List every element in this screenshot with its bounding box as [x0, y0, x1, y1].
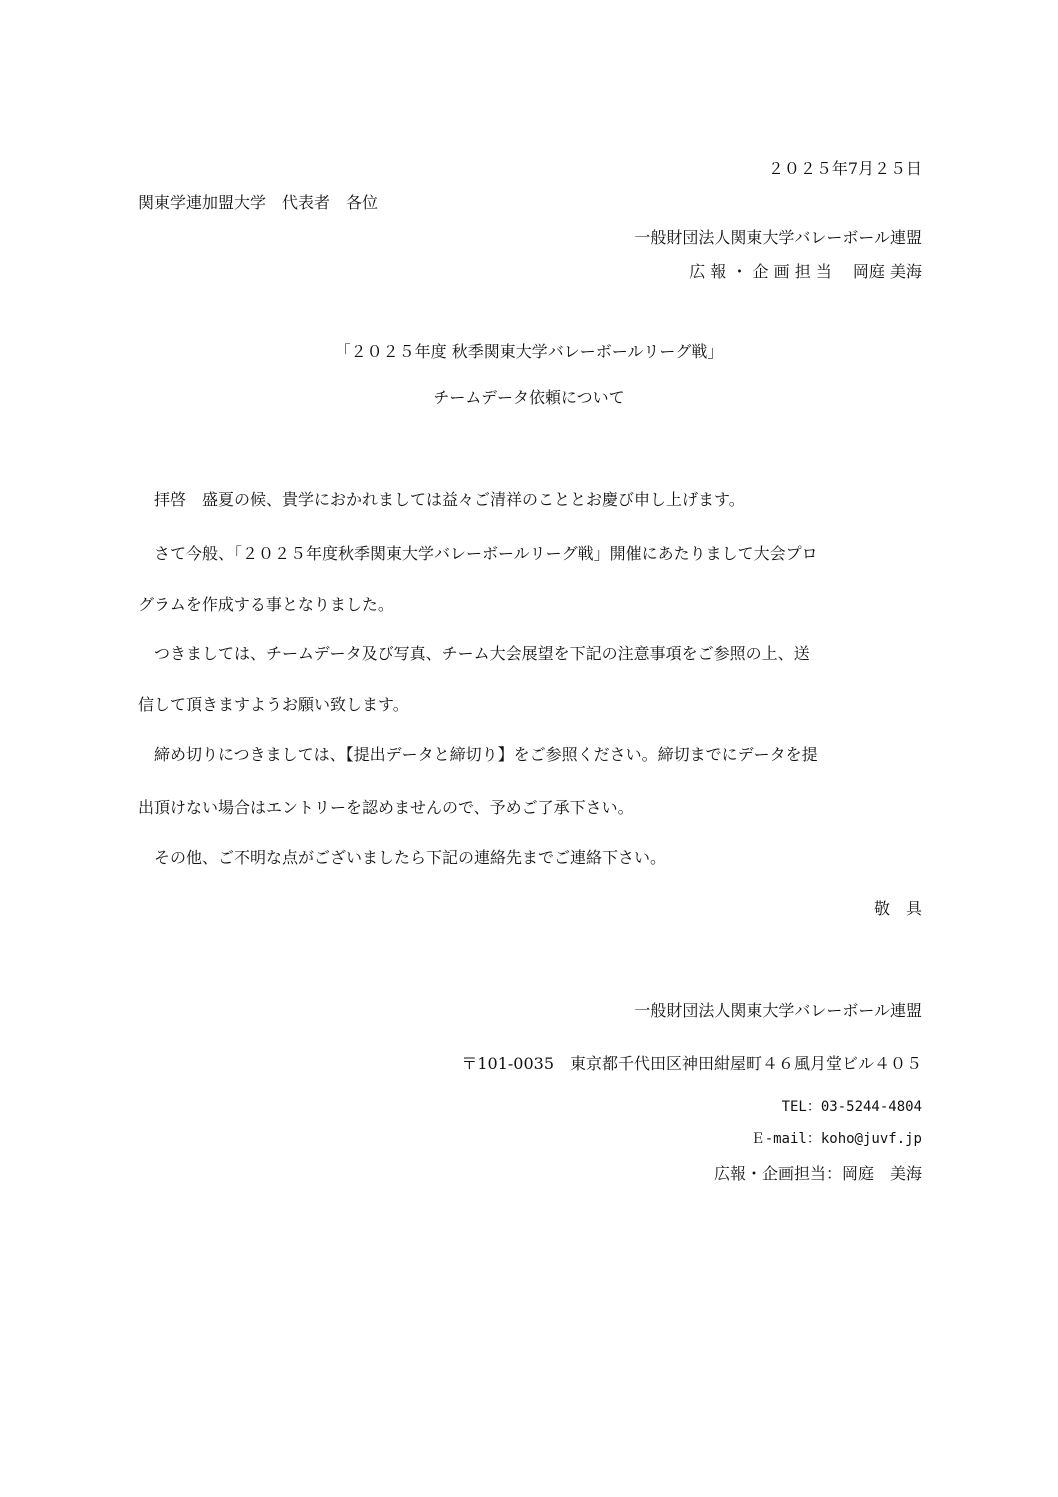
letter-date: ２０２５年7月２５日: [767, 159, 922, 178]
paragraph-contact-note: その他、ご不明な点がございましたら下記の連絡先までご連絡下さい。: [154, 848, 667, 867]
paragraph-request-line2: 信して頂きますようお願い致します。: [138, 695, 409, 714]
closing-remark: 敬 具: [873, 899, 922, 918]
contact-person: 広報・企画担当：岡庭 美海: [713, 1164, 922, 1183]
paragraph-announcement-line1: さて今般、「２０２５年度秋季関東大学バレーボールリーグ戦」開催にあたりまして大会プロ: [154, 544, 818, 563]
paragraph-deadline-line1: 締め切りにつきましては、【提出データと締切り】をご参照ください。締切までにデータを提: [154, 745, 818, 764]
recipient: 関東学連加盟大学 代表者 各位: [138, 193, 379, 212]
document-title: 「２０２５年度 秋季関東大学バレーボールリーグ戦」: [334, 342, 724, 361]
paragraph-deadline-line2: 出頂けない場合はエントリーを認めませんので、予めご了承下さい。: [138, 798, 634, 817]
document-subtitle: チームデータ依頼について: [433, 388, 625, 407]
sender-organization: 一般財団法人関東大学バレーボール連盟: [634, 228, 922, 247]
contact-organization: 一般財団法人関東大学バレーボール連盟: [634, 1001, 922, 1020]
contact-email: Ｅ-mail：koho@juvf.jp: [750, 1131, 922, 1147]
paragraph-request-line1: つきましては、チームデータ及び写真、チーム大会展望を下記の注意事項をご参照の上、送: [154, 644, 810, 663]
contact-tel: TEL：03-5244-4804: [781, 1099, 922, 1115]
paragraph-announcement-line2: グラムを作成する事となりました。: [138, 595, 394, 614]
paragraph-greeting: 拝啓 盛夏の候、貴学におかれましては益々ご清祥のこととお慶び申し上げます。: [154, 490, 745, 509]
contact-address: 〒101-0035 東京都千代田区神田紺屋町４６風月堂ビル４０５: [461, 1054, 922, 1073]
sender-person: 広 報 ・ 企 画 担 当 岡庭 美海: [689, 262, 922, 281]
